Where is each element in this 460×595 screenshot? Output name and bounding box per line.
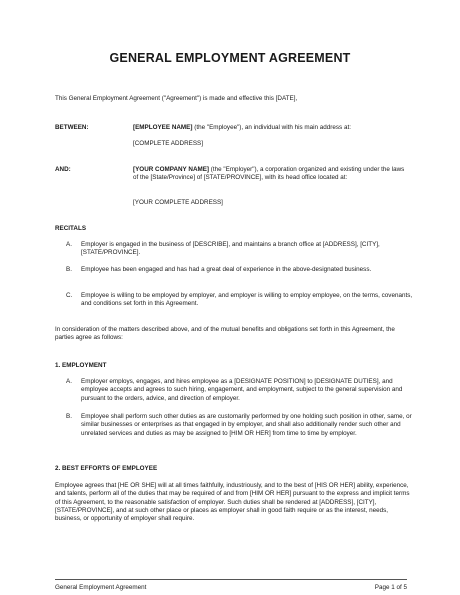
recitals-heading: RECITALS (55, 225, 87, 232)
document-title: GENERAL EMPLOYMENT AGREEMENT (109, 51, 351, 65)
section-1-b-text: Employee shall perform such other duties as are customarily performed by one holding such position in other, same, or similar businesses or enterprises as that engaged in by employer, and shall also additionally render such other and unrelated services and duties as may be assigned to [HIM OR HER] from time to time by employer. (81, 413, 412, 437)
recital-a-text: Employer is engaged in the business of [DESCRIBE], and maintains a branch office at [ADDRESS], [CITY], [STATE/PROVINCE]. (81, 241, 380, 257)
consideration-paragraph: In consideration of the matters described above, and of the mutual benefits and obligations set forth in this Agreement, the parties agree as follows: (55, 326, 395, 342)
employee-name-placeholder: [EMPLOYEE NAME] (133, 124, 193, 131)
employer-party-text: (the "Employer"), a corporation organized and existing under the laws of the [State/Province] of [STATE/PROVINCE], with its head office located at: (133, 166, 405, 182)
recital-a-letter: A. (66, 241, 72, 248)
company-name-placeholder: [YOUR COMPANY NAME] (133, 166, 210, 173)
between-label: BETWEEN: (55, 124, 89, 131)
and-label: AND: (55, 166, 71, 173)
section-1-heading: 1. EMPLOYMENT (55, 362, 107, 369)
section-1-b-letter: B. (66, 413, 72, 420)
section-1-a-letter: A. (66, 378, 72, 385)
recital-b-text: Employee has been engaged and has had a great deal of experience in the above-designated business. (81, 266, 372, 273)
section-2-text: Employee agrees that [HE OR SHE] will at all times faithfully, industriously, and to the best of [HIS OR HER] ability, experience, and talents, perform all of the duties that may be required of and from [HIM OR HER] pursuant to the express and implicit terms of this Agreement, to the reasonable satisfaction of employer. Such duties shall be rendered at [ADDRESS], [CITY], [STATE/PROVINCE], and at such other place or places as employer shall in good faith require or as the interest, needs, business, or opportunity of employer shall require. (55, 482, 410, 523)
recital-c-text: Employee is willing to be employed by employer, and employer is willing to employ employee, on the terms, covenants, and conditions set forth in this Agreement. (81, 292, 413, 308)
footer-page-number: Page 1 of 5 (374, 584, 407, 591)
recital-b-letter: B. (66, 266, 72, 273)
company-address-placeholder: [YOUR COMPLETE ADDRESS] (133, 199, 223, 206)
section-1-a-text: Employer employs, engages, and hires employee as a [DESIGNATE POSITION] to [DESIGNATE DUTIES], and employee accepts and agrees to such hiring, engagement, and employment, subject to the general supervision and pursuant to the orders, advice, and direction of employer. (81, 378, 403, 402)
section-2-heading: 2. BEST EFFORTS OF EMPLOYEE (55, 465, 158, 472)
employer-party-clause (133, 166, 408, 183)
employee-party-clause (133, 124, 408, 132)
employee-address-placeholder: [COMPLETE ADDRESS] (133, 140, 203, 147)
footer-divider (55, 579, 407, 580)
employee-party-text: (the "Employee"), an individual with his main address at: (192, 124, 351, 131)
intro-paragraph: This General Employment Agreement ("Agreement") is made and effective this [DATE], (55, 95, 298, 102)
footer-document-name: General Employment Agreement (55, 584, 147, 591)
recital-c-letter: C. (66, 292, 73, 299)
